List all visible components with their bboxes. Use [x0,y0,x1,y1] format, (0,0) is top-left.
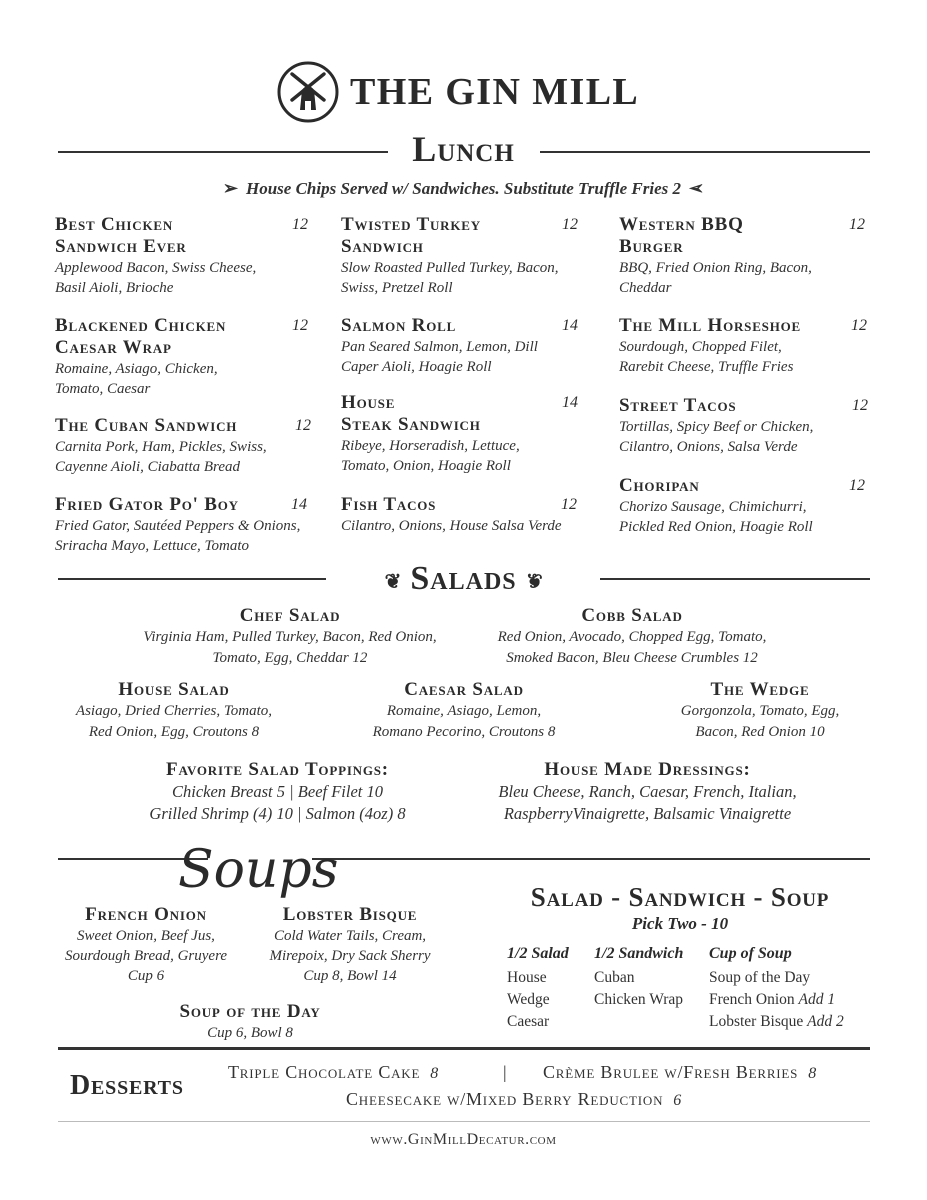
item-name: Western BBQ Burger [619,214,744,257]
item-price: 14 [291,496,307,513]
item-description: Pan Seared Salmon, Lemon, Dill Caper Aioli, Hoagie Roll [341,339,538,375]
item-description: Applewood Bacon, Swiss Cheese, Basil Aioli, Brioche [55,260,257,296]
salad-item [344,679,584,743]
item-description: Tortillas, Spicy Beef or Chicken, Cilantro, Onions, Salsa Verde [619,419,814,455]
salad-item [54,679,294,743]
item-name: Cobb Salad [581,605,683,626]
item-name: House Steak Sandwich [341,392,481,435]
item-price: 8 [808,1065,818,1082]
addon-price: Add 2 [807,1013,844,1030]
item-description: Romaine, Asiago, Lemon, Romano Pecorino, Croutons 8 [372,703,556,740]
item-price: 12 [562,216,578,233]
item-name: Crème Brulee w/Fresh Berries [543,1062,799,1082]
arrow-left-icon: ➢ [689,178,705,198]
combo-column-soup [709,944,844,1033]
menu-item [55,214,313,298]
item-name: Choripan [619,475,700,496]
salad-toppings [100,759,455,825]
item-description: Gorgonzola, Tomato, Egg, Bacon, Red Onion 10 [680,703,840,740]
item-description: Asiago, Dried Cherries, Tomato, Red Onion, Egg, Croutons 8 [75,703,273,740]
combo-column-salad [507,944,569,1033]
item-name: Soup of the Day [179,1001,321,1022]
flourish-right-icon: ❦ [524,570,543,593]
soup-item [130,1001,370,1043]
windmill-icon [276,60,340,124]
item-description: Slow Roasted Pulled Turkey, Bacon, Swiss, Pretzel Roll [341,260,559,296]
item-price: 6 [673,1092,683,1109]
menu-item [341,315,581,377]
item-price: 8 [430,1065,440,1082]
menu-item [619,315,869,377]
list-item: House [507,969,547,986]
section-title-lunch: Lunch [412,129,515,169]
divider [58,1047,870,1050]
divider [312,858,870,860]
flourish-left-icon: ❦ [384,570,403,593]
menu-item [619,475,869,537]
combo-title: Salad - Sandwich - Soup [530,882,830,912]
item-name: Twisted Turkey Sandwich [341,214,481,257]
item-description: Chorizo Sausage, Chimichurri, Pickled Red Onion, Hoagie Roll [619,499,813,535]
soup-item [250,904,450,986]
section-title-soups: Soups [178,840,339,900]
combo-column-sandwich [594,944,683,1011]
addon-price: Add 1 [798,991,836,1008]
salad-item [110,605,470,669]
item-price: 12 [295,417,311,434]
list-item: Cuban [594,969,635,986]
item-name: House Salad [118,679,230,700]
lunch-subtitle-text: House Chips Served w/ Sandwiches. Substitute Truffle Fries 2 [246,179,681,198]
menu-item [619,214,869,298]
menu-item [55,415,317,477]
list-item: Wedge [507,991,550,1008]
item-description: Fried Gator, Sautéed Peppers & Onions, Sriracha Mayo, Lettuce, Tomato [55,518,301,554]
item-description: Bleu Cheese, Ranch, Caesar, French, Italian, RaspberryVinaigrette, Balsamic Vinaigrette [498,782,797,823]
item-description: Virginia Ham, Pulled Turkey, Bacon, Red Onion, Tomato, Egg, Cheddar 12 [143,629,437,666]
item-description: Cup 6, Bowl 8 [207,1025,293,1041]
item-description: BBQ, Fried Onion Ring, Bacon, Cheddar [619,260,812,296]
item-price: 14 [562,317,578,334]
item-price: 12 [292,216,308,233]
item-price: 12 [292,317,308,334]
menu-item [341,494,583,536]
item-name: Fish Tacos [341,494,437,515]
menu-item [341,392,581,476]
dessert-item [228,1062,439,1083]
item-name: Chef Salad [239,605,341,626]
combo-subtitle: Pick Two - 10 [631,914,729,933]
item-price: 12 [851,317,867,334]
item-description: Chicken Breast 5 | Beef Filet 10 Grilled Shrimp (4) 10 | Salmon (4oz) 8 [149,782,406,823]
item-name: House Made Dressings: [544,759,751,780]
list-item: Soup of the Day [709,969,811,986]
item-name: Blackened Chicken Caesar Wrap [55,315,227,358]
item-price: 12 [561,496,577,513]
salad-item [640,679,880,743]
item-name: Triple Chocolate Cake [228,1062,421,1082]
item-description: Red Onion, Avocado, Chopped Egg, Tomato, Smoked Bacon, Bleu Cheese Crumbles 12 [497,629,767,666]
item-name: Best Chicken Sandwich Ever [55,214,187,257]
item-description: Sweet Onion, Beef Jus, Sourdough Bread, Gruyere Cup 6 [64,928,228,984]
house-dressings [470,759,825,825]
dessert-item [346,1089,682,1110]
item-description: Ribeye, Horseradish, Lettuce, Tomato, Onion, Hoagie Roll [341,438,520,474]
menu-item [619,395,871,457]
item-name: French Onion [85,904,207,925]
column-header: 1/2 Sandwich [594,945,684,962]
list-item: Chicken Wrap [594,991,684,1008]
item-name: Lobster Bisque [282,904,418,925]
item-name: Salmon Roll [341,315,457,336]
dessert-item [543,1062,817,1083]
item-description: Cilantro, Onions, House Salsa Verde [341,518,562,534]
menu-item [55,315,313,399]
item-price: 14 [562,394,578,411]
item-name: The Wedge [710,679,810,700]
item-name: Fried Gator Po' Boy [55,494,239,515]
list-item: Lobster Bisque Add 2 [709,1013,844,1030]
lunch-subtitle [0,178,927,199]
item-name: Street Tacos [619,395,737,416]
item-price: 12 [852,397,868,414]
dessert-separator: | [503,1062,508,1082]
item-price: 12 [849,477,865,494]
item-description: Cold Water Tails, Cream, Mirepoix, Dry Sack Sherry Cup 8, Bowl 14 [269,928,431,984]
soup-item [46,904,246,986]
list-item: French Onion Add 1 [709,991,836,1008]
item-description: Romaine, Asiago, Chicken, Tomato, Caesar [55,361,218,397]
website-link[interactable]: www.GinMillDecatur.com [370,1131,557,1148]
list-item: Caesar [507,1013,550,1030]
item-name: Cheesecake w/Mixed Berry Reduction [346,1089,664,1109]
item-description: Carnita Pork, Ham, Pickles, Swiss, Cayenne Aioli, Ciabatta Bread [55,439,267,475]
item-description: Sourdough, Chopped Filet, Rarebit Cheese, Truffle Fries [619,339,794,375]
arrow-right-icon: ➢ [222,178,238,198]
divider [58,1121,870,1122]
item-name: Favorite Salad Toppings: [166,759,389,780]
item-name: The Cuban Sandwich [55,415,238,436]
brand-name: THE GIN MILL [350,71,640,113]
salad-item [462,605,802,669]
section-title-desserts: Desserts [70,1070,184,1101]
item-price: 12 [849,216,865,233]
column-header: Cup of Soup [709,945,792,962]
item-name: The Mill Horseshoe [619,315,801,336]
column-header: 1/2 Salad [507,945,569,962]
section-title-salads [0,560,927,598]
salads-title-text: Salads [410,560,517,597]
item-name: Caesar Salad [404,679,524,700]
menu-item [55,494,317,556]
menu-item [341,214,581,298]
